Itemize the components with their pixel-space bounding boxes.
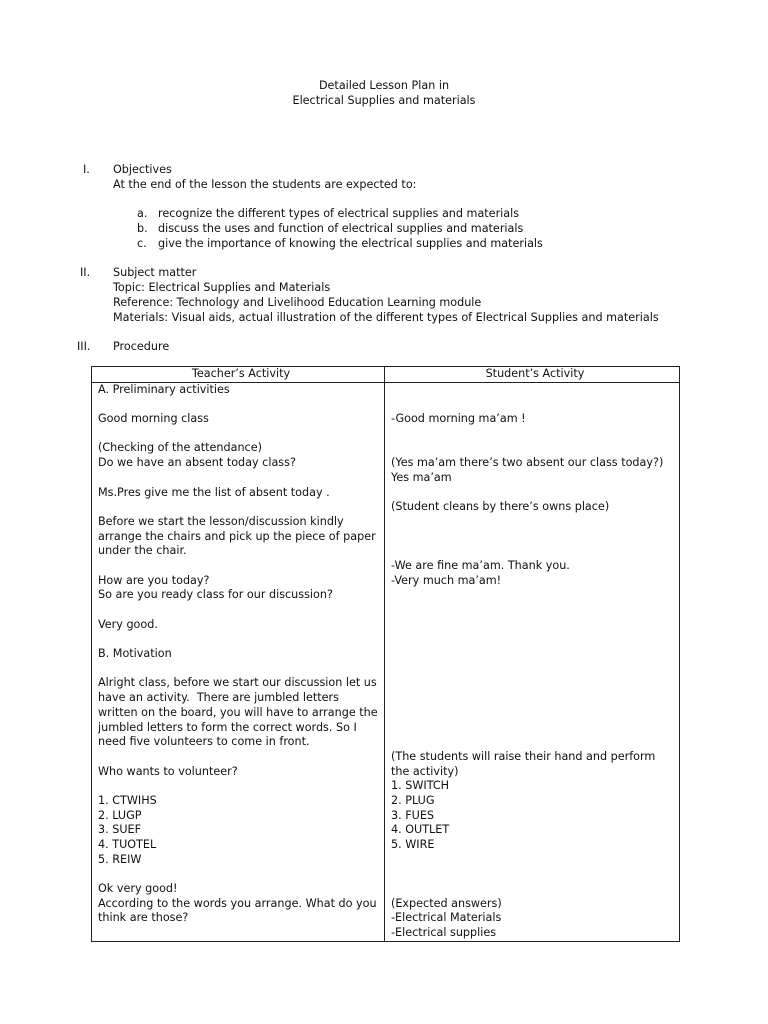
teacher-activity-line — [98, 559, 384, 574]
student-activity-line — [391, 383, 679, 398]
student-activity-line — [391, 441, 679, 456]
teacher-activity-line: Ok very good! — [98, 882, 178, 896]
objectives-heading: Objectives — [113, 163, 172, 176]
objective-marker-c: c. — [137, 237, 147, 250]
student-activity-line — [391, 706, 679, 721]
teacher-activity-line — [98, 397, 384, 412]
student-activity-line: -Very much ma’am! — [391, 573, 502, 587]
document-title-line2: Electrical Supplies and materials — [292, 94, 476, 107]
student-activity-line — [391, 632, 679, 647]
student-activity-line — [391, 735, 679, 750]
student-activity-line: -Good morning ma’am ! — [391, 412, 526, 426]
teacher-activity-line: Ms.Pres give me the list of absent today . — [98, 485, 330, 499]
student-activity-line — [391, 486, 679, 501]
objective-marker-b: b. — [137, 222, 148, 235]
teacher-activity-line: Very good. — [98, 617, 158, 631]
student-activity-line — [391, 882, 679, 897]
objectives-numeral: I. — [83, 163, 90, 176]
subject-matter-reference: Reference: Technology and Livelihood Education Learning module — [113, 296, 482, 309]
teacher-activity-line: 3. SUEF — [98, 823, 142, 837]
student-activity-line — [391, 544, 679, 559]
teacher-activity-line — [98, 603, 384, 618]
teacher-activity-line: Before we start the lesson/discussion kindly — [98, 514, 344, 528]
teacher-activity-line: 1. CTWIHS — [98, 793, 157, 807]
student-activity-line: (The students will raise their hand and perform — [391, 749, 656, 763]
student-activity-cell — [385, 382, 680, 941]
student-activity-line — [391, 676, 679, 691]
teacher-activity-line — [98, 471, 384, 486]
student-activity-line: (Student cleans by there’s owns place) — [391, 500, 610, 514]
student-activity-line — [391, 515, 679, 530]
teacher-activity-line — [98, 632, 384, 647]
teacher-activity-line: A. Preliminary activities — [98, 382, 230, 396]
teacher-activity-line: 4. TUOTEL — [98, 838, 157, 852]
teacher-activity-line: arrange the chairs and pick up the piece of paper — [98, 529, 376, 543]
student-activity-line: -We are fine ma’am. Thank you. — [391, 558, 570, 572]
teacher-activity-line: 5. REIW — [98, 852, 142, 866]
student-activity-line: 1. SWITCH — [391, 779, 450, 793]
teacher-activity-line — [98, 500, 384, 515]
teacher-activity-line: Good morning class — [98, 412, 209, 426]
teacher-activity-line: Who wants to volunteer? — [98, 764, 238, 778]
teacher-activity-line — [98, 427, 384, 442]
student-activity-line — [391, 588, 679, 603]
student-activity-line: the activity) — [391, 764, 459, 778]
student-activity-line — [391, 853, 679, 868]
subject-matter-topic: Topic: Electrical Supplies and Materials — [113, 281, 331, 294]
objective-item-b: discuss the uses and function of electrical supplies and materials — [158, 222, 524, 235]
student-activity-line — [391, 691, 679, 706]
student-activity-line: 3. FUES — [391, 808, 435, 822]
teacher-activity-line: How are you today? — [98, 573, 210, 587]
teacher-activity-line — [98, 662, 384, 677]
student-activity-line: -Electrical Materials — [391, 911, 502, 925]
student-activity-line — [391, 662, 679, 677]
teacher-activity-line: think are those? — [98, 911, 189, 925]
teacher-activity-line: under the chair. — [98, 544, 187, 558]
objective-item-c: give the importance of knowing the electrical supplies and materials — [158, 237, 543, 250]
student-activity-line: 2. PLUG — [391, 793, 435, 807]
teacher-activity-header: Teacher’s Activity — [92, 367, 385, 383]
subject-matter-numeral: II. — [80, 266, 91, 279]
procedure-heading: Procedure — [113, 340, 170, 353]
student-activity-line — [391, 721, 679, 736]
student-activity-line — [391, 867, 679, 882]
procedure-numeral: III. — [77, 340, 91, 353]
teacher-activity-line: jumbled letters to form the correct words. So I — [98, 720, 357, 734]
teacher-activity-line: have an activity. There are jumbled letters — [98, 691, 339, 705]
teacher-activity-line: B. Motivation — [98, 647, 172, 661]
teacher-activity-line — [98, 779, 384, 794]
teacher-activity-line: Do we have an absent today class? — [98, 456, 296, 470]
student-activity-line: 4. OUTLET — [391, 823, 450, 837]
teacher-activity-line: (Checking of the attendance) — [98, 441, 262, 455]
teacher-activity-line: written on the board, you will have to arrange the — [98, 705, 378, 719]
objective-item-a: recognize the different types of electrical supplies and materials — [158, 207, 520, 220]
document-title-line1: Detailed Lesson Plan in — [318, 79, 450, 92]
student-activity-line — [391, 427, 679, 442]
student-activity-line — [391, 603, 679, 618]
teacher-activity-line: According to the words you arrange. What do you — [98, 896, 377, 910]
teacher-activity-line: 2. LUGP — [98, 808, 142, 822]
procedure-table — [91, 366, 680, 942]
student-activity-line: Yes ma’am — [391, 470, 452, 484]
subject-matter-materials: Materials: Visual aids, actual illustration of the different types of Electrical Supplies and materials — [113, 311, 659, 324]
student-activity-line — [391, 647, 679, 662]
student-activity-header: Student’s Activity — [385, 367, 680, 383]
student-activity-line — [391, 618, 679, 633]
subject-matter-heading: Subject matter — [113, 266, 197, 279]
student-activity-line: (Expected answers) — [391, 896, 502, 910]
teacher-activity-line: need five volunteers to come in front. — [98, 735, 310, 749]
objective-marker-a: a. — [137, 207, 148, 220]
objectives-intro: At the end of the lesson the students are expected to: — [113, 178, 417, 191]
teacher-activity-line — [98, 750, 384, 765]
student-activity-line — [391, 530, 679, 545]
student-activity-line — [391, 397, 679, 412]
teacher-activity-cell — [92, 382, 385, 941]
teacher-activity-line: Alright class, before we start our discussion let us — [98, 676, 377, 690]
student-activity-line: (Yes ma’am there’s two absent our class today?) — [391, 456, 664, 470]
teacher-activity-line — [98, 867, 384, 882]
student-activity-line: 5. WIRE — [391, 838, 435, 852]
teacher-activity-line: So are you ready class for our discussion? — [98, 588, 333, 602]
student-activity-line: -Electrical supplies — [391, 926, 497, 940]
